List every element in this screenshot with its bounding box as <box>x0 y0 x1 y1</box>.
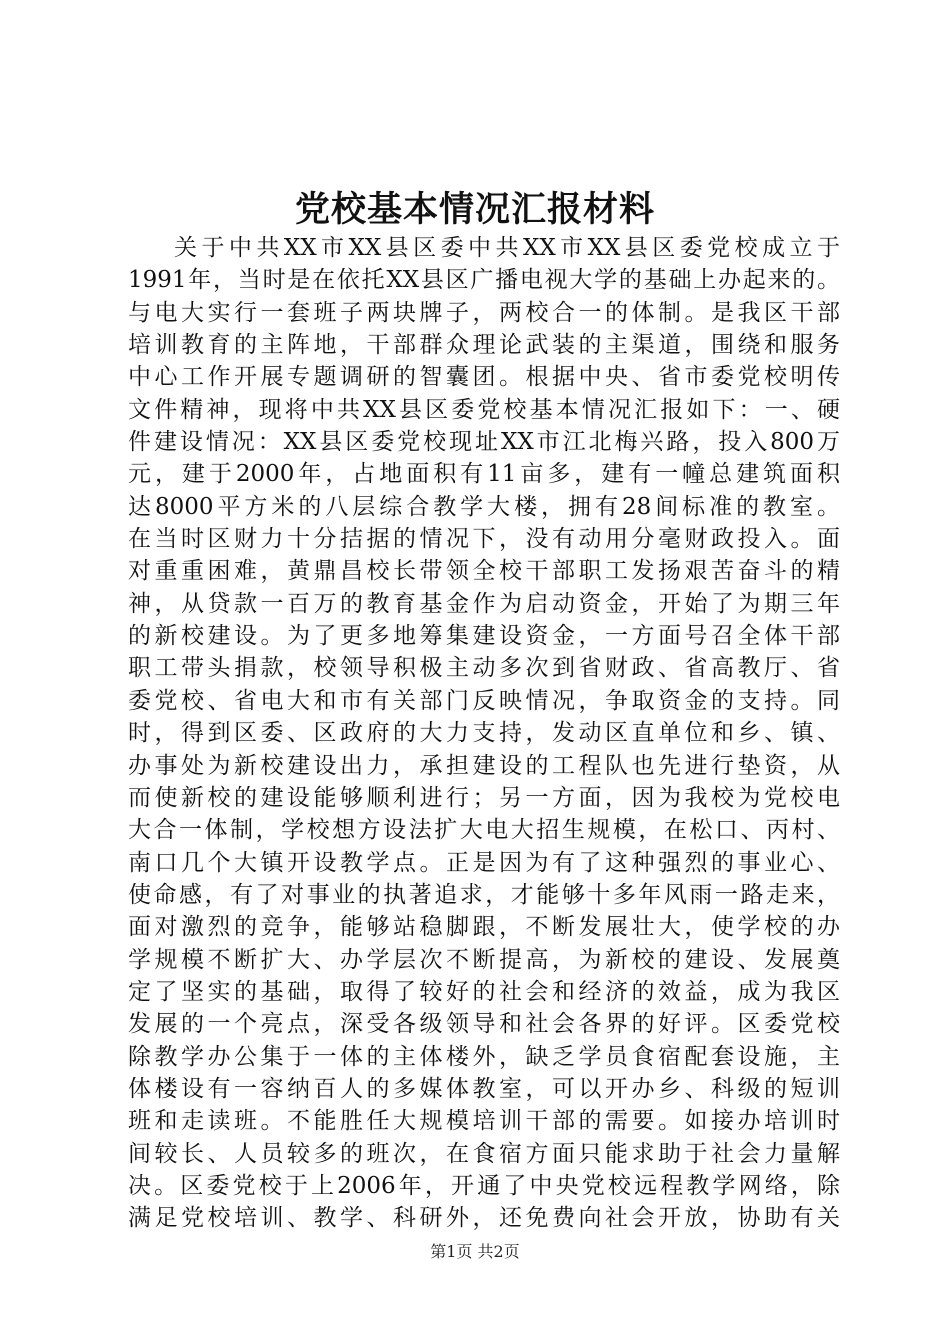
body-line: 而使新校的建设能够顺利进行；另一方面，因为我校为党校电 <box>128 784 840 811</box>
body-line: 与电大实行一套班子两块牌子，两校合一的体制。是我区干部 <box>128 299 840 326</box>
body-line: 件建设情况：XX县区委党校现址XX市江北梅兴路，投入800万 <box>128 429 840 456</box>
body-line: 面对激烈的竞争，能够站稳脚跟，不断发展壮大，使学校的办 <box>128 914 840 941</box>
body-line: 中心工作开展专题调研的智囊团。根据中央、省市委党校明传 <box>128 364 840 391</box>
body-line: 发展的一个亮点，深受各级领导和社会各界的好评。区委党校 <box>128 1011 840 1038</box>
body-line: 使命感，有了对事业的执著追求，才能够十多年风雨一路走来， <box>128 881 840 908</box>
body-line: 的新校建设。为了更多地筹集建设资金，一方面号召全体干部 <box>128 623 840 650</box>
body-line: 定了坚实的基础，取得了较好的社会和经济的效益，成为我区 <box>128 978 840 1005</box>
body-line: 间较长、人员较多的班次，在食宿方面只能求助于社会力量解 <box>128 1140 840 1167</box>
body-line: 对重重困难，黄鼎昌校长带领全校干部职工发扬艰苦奋斗的精 <box>128 558 840 585</box>
document-body <box>128 232 840 1235</box>
body-line: 元，建于2000年，占地面积有11亩多，建有一幢总建筑面积 <box>128 461 840 488</box>
body-line: 体楼设有一容纳百人的多媒体教室，可以开办乡、科级的短训 <box>128 1075 840 1102</box>
body-line: 除教学办公集于一体的主体楼外，缺乏学员食宿配套设施，主 <box>128 1043 840 1070</box>
body-line: 关于中共XX市XX县区委中共XX市XX县区委党校成立于 <box>174 235 840 261</box>
body-line: 满足党校培训、教学、科研外，还免费向社会开放，协助有关 <box>128 1205 840 1232</box>
body-line: 大合一体制，学校想方设法扩大电大招生规模，在松口、丙村、 <box>128 817 840 844</box>
body-line: 培训教育的主阵地，干部群众理论武装的主渠道，围绕和服务 <box>128 332 840 359</box>
body-line: 职工带头捐款，校领导积极主动多次到省财政、省高教厅、省 <box>128 655 840 682</box>
body-line: 决。区委党校于上2006年，开通了中央党校远程教学网络，除 <box>128 1172 840 1199</box>
body-line: 神，从贷款一百万的教育基金作为启动资金，开始了为期三年 <box>128 590 840 617</box>
body-line: 时，得到区委、区政府的大力支持，发动区直单位和乡、镇、 <box>128 720 840 747</box>
body-line: 委党校、省电大和市有关部门反映情况，争取资金的支持。同 <box>128 687 840 714</box>
body-line: 学规模不断扩大、办学层次不断提高，为新校的建设、发展奠 <box>128 946 840 973</box>
body-line: 在当时区财力十分拮据的情况下，没有动用分毫财政投入。面 <box>128 526 840 553</box>
body-line: 达8000平方米的八层综合教学大楼，拥有28间标准的教室。 <box>128 493 840 520</box>
body-line: 文件精神，现将中共XX县区委党校基本情况汇报如下：一、硬 <box>128 396 840 423</box>
body-line: 1991年，当时是在依托XX县区广播电视大学的基础上办起来的。 <box>128 267 840 294</box>
body-line: 办事处为新校建设出力，承担建设的工程队也先进行垫资，从 <box>128 752 840 779</box>
document-title: 党校基本情况汇报材料 <box>294 189 655 230</box>
body-line: 班和走读班。不能胜任大规模培训干部的需要。如接办培训时 <box>128 1108 840 1135</box>
page-number-footer: 第1页 共2页 <box>430 1242 520 1261</box>
body-line: 南口几个大镇开设教学点。正是因为有了这种强烈的事业心、 <box>128 849 840 876</box>
